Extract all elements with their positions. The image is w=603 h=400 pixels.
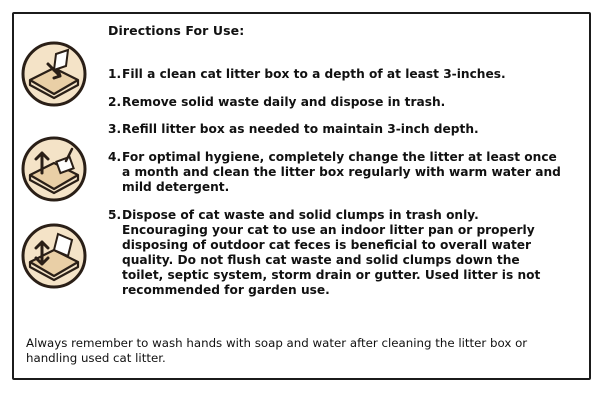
step-3 bbox=[108, 122, 562, 137]
step-number: 4. bbox=[108, 150, 122, 164]
step-text: For optimal hygiene, completely change the litter at least once a month and clean the litter box regularly with warm water and mild detergent. bbox=[122, 150, 561, 194]
step-text: Fill a clean cat litter box to a depth of at least 3-inches. bbox=[122, 67, 506, 81]
step-5 bbox=[108, 208, 562, 298]
litter-scoop-icon bbox=[20, 135, 88, 203]
hand-washing-note: Always remember to wash hands with soap and water after cleaning the litter box or handling used cat litter. bbox=[26, 336, 528, 365]
directions-heading: Directions For Use: bbox=[108, 23, 245, 38]
step-number: 3. bbox=[108, 122, 122, 136]
step-text: Remove solid waste daily and dispose in trash. bbox=[122, 95, 446, 109]
step-text: Refill litter box as needed to maintain 3-inch depth. bbox=[122, 122, 479, 136]
step-1 bbox=[108, 67, 562, 82]
step-4 bbox=[108, 150, 562, 195]
step-2 bbox=[108, 95, 562, 110]
step-number: 2. bbox=[108, 95, 122, 109]
step-number: 5. bbox=[108, 208, 122, 222]
litter-refill-icon bbox=[20, 222, 88, 290]
step-text: Dispose of cat waste and solid clumps in trash only. Encouraging your cat to use an indoor litter pan or properly disposing of outdoor cat feces is beneficial to overall water quality. Do not flush cat waste and solid clumps down the toilet, septic system, storm drain or gutter. Used litter is not recommended for garden use. bbox=[122, 208, 541, 297]
step-number: 1. bbox=[108, 67, 122, 81]
litter-pour-icon bbox=[20, 40, 88, 108]
